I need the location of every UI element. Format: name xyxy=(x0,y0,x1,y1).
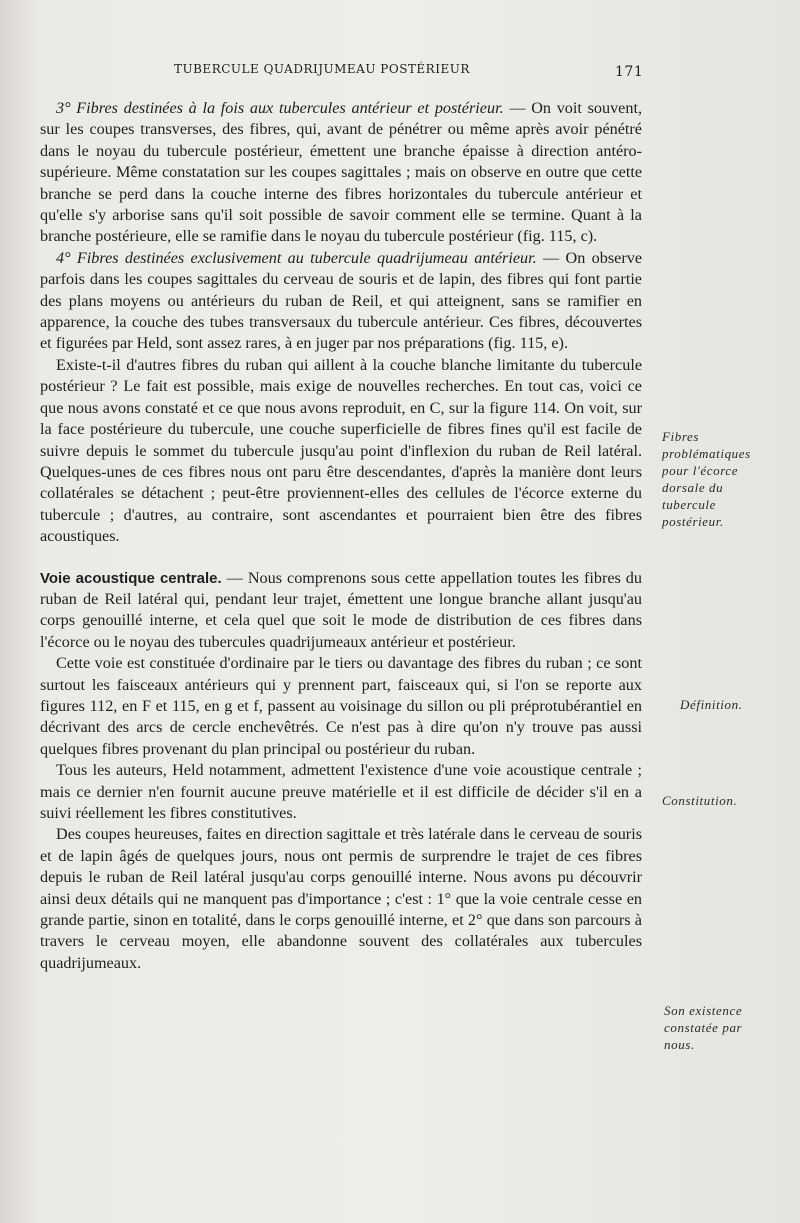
paragraph-text: — On voit souvent, sur les coupes transverses, des fibres, qui, avant de pénétrer ou même après avoir pénétré dans le noyau du tubercule postérieur, émettent une branche épaisse à direction antéro-supérieure. Même constatation sur les coupes sagittales ; mais on observe en outre que cette branche se perd dans la couche interne des fibres horizontales du tubercule antérieur et qu'elle s'y arborise sans qu'il soit possible de savoir comment elle se termine. Quant à la branche postérieure, elle se ramifie dans le noyau du tubercule postérieur (fig. 115, c). xyxy=(40,99,643,246)
margin-note-problematic: Fibres problématiques pour l'écorce dorsale du tubercule postérieur. xyxy=(662,429,751,529)
paragraph-label: 4° Fibres destinées exclusivement au tubercule quadrijumeau antérieur. xyxy=(56,248,537,267)
paragraph-constitution: Cette voie est constituée d'ordinaire par le tiers ou davantage des fibres du ruban ; ce sont surtout les faisceaux antérieurs qui y prennent part, faisceaux qui, si l'on se reporte aux figures 112, en F et 115, en g et f, passent au voisinage du sillon ou pli préprotubérantiel en décrivant des arcs de cercle enchevêtrés. Ce n'est pas à dire qu'on n'y trouve pas aussi quelques fibres provenant du plan principal ou postérieur du ruban. xyxy=(40,654,642,758)
page-number: 171 xyxy=(615,64,644,80)
body-text xyxy=(40,98,642,974)
paragraph-fibres-both xyxy=(40,98,642,248)
paragraph-observations: Des coupes heureuses, faites en direction sagittale et très latérale dans le cerveau de souris et de lapin âgés de quelques jours, nous ont permis de surprendre le trajet de ces fibres depuis le ruban de Reil latéral jusqu'au corps genouillé interne. Nous avons pu découvrir ainsi deux détails qui ne manquent pas d'importance ; c'est : 1° que la voie centrale cesse en grande partie, sinon en totalité, dans le corps genouillé interne, et 2° que dans son parcours à travers le cerveau moyen, elle abandonne souvent des collatérales aux tubercules quadrijumeaux. xyxy=(40,825,642,972)
margin-note-existence: Son existence constatée par nous. xyxy=(664,1003,743,1052)
paragraph-text: — On observe parfois dans les coupes sagittales du cerveau de souris et de lapin, des fibres qui font partie des plans moyens ou antérieurs du ruban de Reil, et qui atteignent, sans se ramifier en apparence, la couche des tubes transversaux du tubercule antérieur. Ces fibres, découvertes et figurées par Held, sont assez rares, à en juger par nos préparations (fig. 115, e). xyxy=(40,248,643,353)
paragraph-authors: Tous les auteurs, Held notamment, admettent l'existence d'une voie acoustique centrale ; mais ce dernier n'en fournit aucune preuve matérielle et il est difficile de décider s'il en a suivi réellement les fibres constitutives. xyxy=(40,761,642,822)
margin-note-constitution: Constitution. xyxy=(662,793,738,808)
paragraph-label: 3° Fibres destinées à la fois aux tubercules antérieur et postérieur. xyxy=(56,99,504,117)
margin-note-definition: Définition. xyxy=(680,697,743,712)
paragraph-other-fibres: Existe-t-il d'autres fibres du ruban qui aillent à la couche blanche limitante du tubercule postérieur ? Le fait est possible, mais exige de nouvelles recherches. En tout cas, voici ce que nous avons constaté et ce que nous avons reproduit, en C, sur la figure 114. On voit, sur la face postérieure du tubercule, une couche superficielle de fibres fines qu'il est facile de suivre depuis le sommet du tubercule jusqu'au point d'inflexion du ruban de Reil latéral. Quelques-unes de ces fibres nous ont paru être descendantes, d'après la manière dont leurs collatérales se détachent ; peut-être proviennent-elles des cellules de l'écorce externe du tubercule ; d'autres, au contraire, sont ascendantes et pourraient bien être des fibres acoustiques. xyxy=(40,355,642,546)
paragraph-fibres-anterior xyxy=(40,248,642,355)
section-heading: Voie acoustique centrale. xyxy=(40,569,222,587)
running-title: TUBERCULE QUADRIJUMEAU POSTÉRIEUR xyxy=(174,62,470,76)
paragraph-central-pathway xyxy=(40,568,642,654)
paragraph-text: — Nous comprenons sous cette appellation toutes les fibres du ruban de Reil latéral qui, pendant leur trajet, émettent une longue branche allant jusqu'au corps genouillé interne, et cela quel que soit le mode de distribution de ces fibres dans l'écorce ou le noyau des tubercules quadrijumeaux antérieur et postérieur. xyxy=(40,568,642,651)
